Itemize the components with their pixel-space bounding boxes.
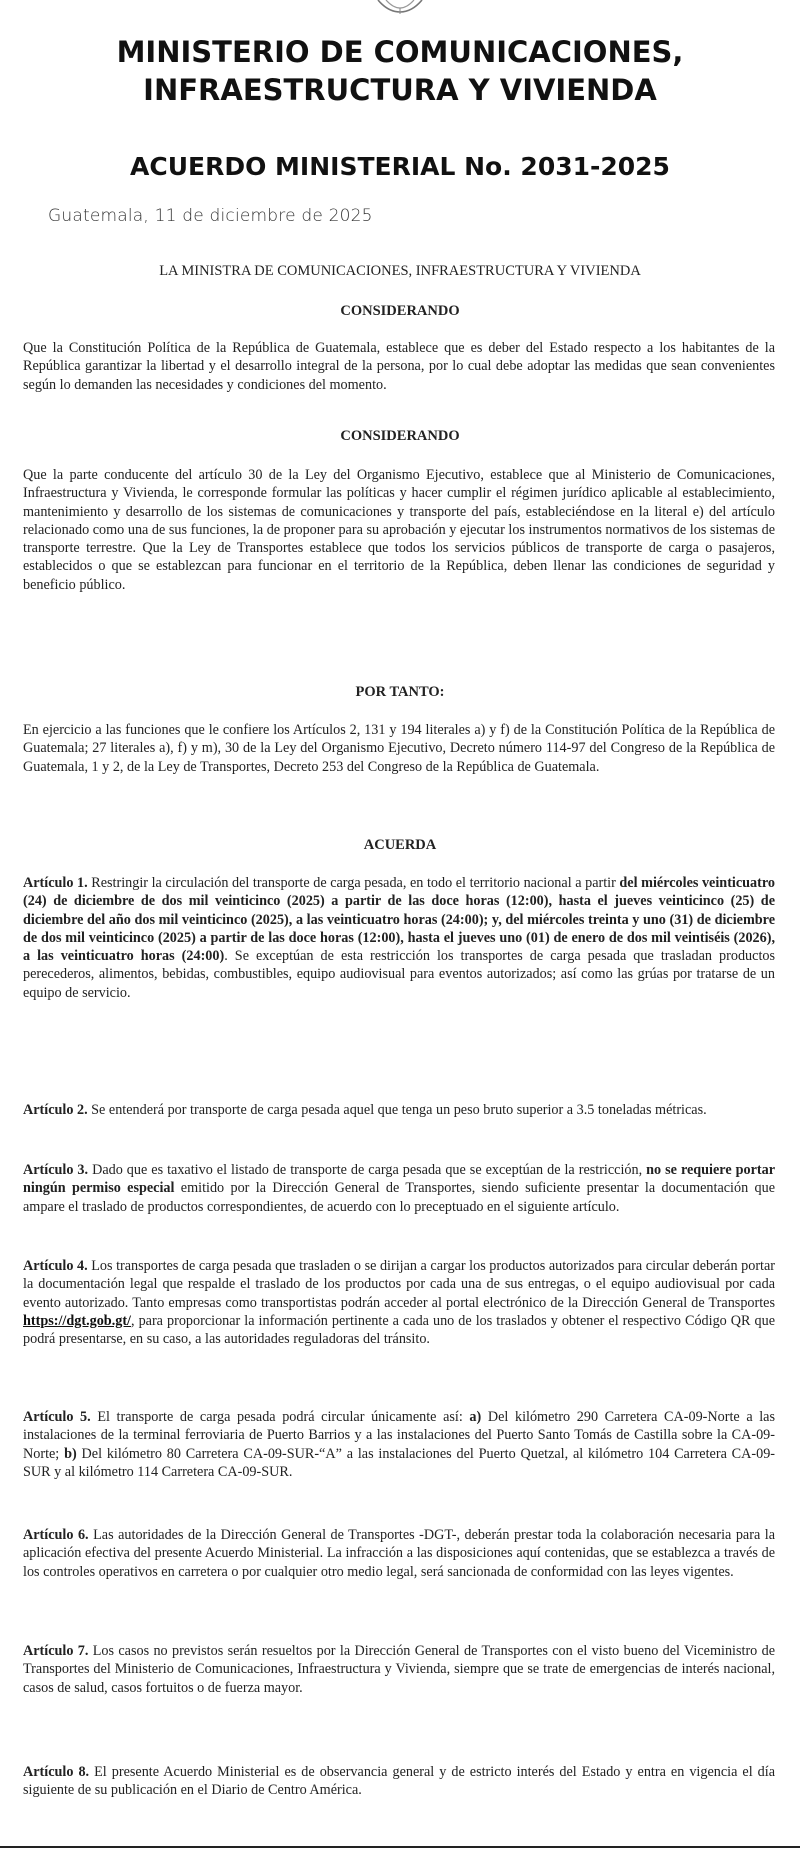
dgt-portal-link[interactable]: https://dgt.gob.gt/ bbox=[23, 1312, 131, 1329]
article-4 bbox=[23, 1257, 775, 1348]
article-8-text: El presente Acuerdo Ministerial es de observancia general y de estricto interés del Estado y entra en vigencia el día siguiente de su publicación en el Diario de Centro América. bbox=[23, 1764, 776, 1799]
article-3-text: Dado que es taxativo el listado de transporte de carga pesada que se exceptúan de la restricción, bbox=[92, 1162, 643, 1178]
article-5-item-a: a) bbox=[469, 1409, 482, 1425]
article-5-item-b: b) bbox=[64, 1445, 77, 1462]
article-5-text: El transporte de carga pesada podrá circular únicamente así: bbox=[97, 1409, 463, 1425]
article-2-text: Se entenderá por transporte de carga pesada aquel que tenga un peso bruto superior a 3.5 toneladas métricas. bbox=[91, 1102, 707, 1118]
article-7-text: Los casos no previstos serán resueltos por la Dirección General de Transportes con el visto bueno del Viceministro de Transportes del Ministerio de Comunicaciones, Infraestructura y Vivienda, siempre que se trate de emergencias de interés nacional, casos de salud, casos fortuitos o de fuerza mayor. bbox=[23, 1643, 776, 1696]
considerando-heading-2: CONSIDERANDO bbox=[340, 428, 460, 444]
article-1-dates: del miércoles veinticuatro (24) de diciembre de dos mil veinticinco (2025) a partir de las doce horas (12:00), hasta el jueves veinticinco (25) de diciembre del año dos mil veinticinco (2025), a las veinticuatro horas (24:00); y, del miércoles treinta y uno (31) de diciembre de dos mil veinticinco (2025) a partir de las doce horas (12:00), hasta el jueves uno (01) de enero de dos mil veintiséis (2026), a las veinticuatro horas (24:00) bbox=[23, 875, 775, 965]
acuerda-heading: ACUERDA bbox=[363, 837, 437, 853]
article-5-label: Artículo 5. bbox=[23, 1409, 91, 1425]
por-tanto-heading: POR TANTO: bbox=[355, 684, 445, 700]
ministry-name-line2: INFRAESTRUCTURA Y VIVIENDA bbox=[143, 73, 657, 107]
considerando-paragraph-2: Que la parte conducente del artículo 30 de la Ley del Organismo Ejecutivo, establece que al Ministerio de Comunicaciones, Infraestructura y Vivienda, le corresponde formular las políticas y hacer cumplir el régimen jurídico aplicable al establecimiento, mantenimiento y desarrollo de los sistemas de comunicaciones y transporte del país, estableciéndose en la literal e) del artículo relacionado como una de sus funciones, la de proponer para su aprobación y ejecutar los instrumentos normativos de los sistemas de transporte terrestre. Que la Ley de Transportes establece que todos los servicios públicos de transporte de carga o pasajeros, establecidos o que se establezcan para funcionar en el territorio de la República, deben llenar las condiciones de seguridad y beneficio público. bbox=[23, 467, 775, 593]
acuerdo-title: ACUERDO MINISTERIAL No. 2031-2025 bbox=[130, 152, 670, 181]
ministry-name-line1: MINISTERIO DE COMUNICACIONES, bbox=[116, 35, 684, 69]
article-8-label: Artículo 8. bbox=[23, 1764, 90, 1780]
date-line: Guatemala, 11 de diciembre de 2025 bbox=[48, 206, 373, 226]
article-6-text: Las autoridades de la Dirección General de Transportes -DGT-, deberán prestar toda la colaboración necesaria para la aplicación efectiva del presente Acuerdo Ministerial. La infracción a las disposiciones aquí contenidas, que se establezca a través de los controles operativos en carretera o por cualquier otro medio legal, será sancionada de conformidad con las leyes vigentes. bbox=[23, 1527, 775, 1580]
article-6-label: Artículo 6. bbox=[23, 1527, 89, 1543]
por-tanto-paragraph: En ejercicio a las funciones que le confiere los Artículos 2, 131 y 194 literales a) y f) de la Constitución Política de la República de Guatemala; 27 literales a), f) y m), 30 de la Ley del Organismo Ejecutivo, Decreto número 114-97 del Congreso de la República de Guatemala, 1 y 2, de la Ley de Transportes, Decreto 253 del Congreso de la República de Guatemala. bbox=[23, 722, 775, 775]
article-1-label: Artículo 1. bbox=[23, 875, 88, 891]
article-3 bbox=[23, 1161, 775, 1216]
minister-title: LA MINISTRA DE COMUNICACIONES, INFRAESTRUCTURA Y VIVIENDA bbox=[159, 263, 641, 279]
article-5 bbox=[23, 1408, 775, 1481]
article-3-highlight: no se requiere portar ningún permiso especial bbox=[23, 1162, 776, 1197]
article-1-text: Restringir la circulación del transporte de carga pesada, en todo el territorio nacional a partir bbox=[91, 875, 616, 891]
article-4-text-end: , para proporcionar la información pertinente a cada uno de los traslados y obtener el respectivo Código QR que podrá presentarse, en su caso, a las autoridades reguladoras del tránsito. bbox=[23, 1312, 775, 1348]
coat-of-arms-icon bbox=[360, 0, 440, 14]
article-1 bbox=[23, 874, 775, 1002]
article-4-text: Los transportes de carga pesada que trasladen o se dirijan a cargar los productos autorizados para circular deberán portar la documentación legal que respalde el traslado de los productos por cada una de sus entregas, o el equipo audiovisual por cada evento autorizado. Tanto empresas como transportistas podrán acceder al portal electrónico de la Dirección General de Transportes bbox=[23, 1258, 776, 1311]
article-2-label: Artículo 2. bbox=[23, 1102, 88, 1118]
article-7 bbox=[23, 1642, 775, 1697]
article-3-text-end: emitido por la Dirección General de Transportes, siendo suficiente presentar la documentación que ampare el traslado de productos correspondientes, de acuerdo con lo preceptuado en el siguiente artículo. bbox=[23, 1180, 776, 1215]
bottom-border bbox=[0, 1846, 800, 1848]
article-2 bbox=[23, 1101, 775, 1119]
considerando-heading-1: CONSIDERANDO bbox=[340, 303, 460, 319]
article-5-route-a: Del kilómetro 290 Carretera CA-09-Norte a las instalaciones de la terminal ferroviaria de Puerto Barrios y a las instalaciones del Puerto Santo Tomás de Castilla sobre la CA-09-Norte; bbox=[23, 1409, 776, 1462]
article-3-label: Artículo 3. bbox=[23, 1162, 89, 1178]
article-1-exceptions: . Se exceptúan de esta restricción los transportes de carga pesada que trasladan productos perecederos, alimentos, bebidas, combustibles, equipo audiovisual para eventos autorizados; así como las grúas por tratarse de un equipo de servicio. bbox=[23, 948, 776, 1001]
article-7-label: Artículo 7. bbox=[23, 1643, 89, 1659]
article-6 bbox=[23, 1526, 775, 1581]
article-4-label: Artículo 4. bbox=[23, 1258, 88, 1274]
article-5-route-b: Del kilómetro 80 Carretera CA-09-SUR-“A” a las instalaciones del Puerto Quetzal, al kilómetro 104 Carretera CA-09-SUR y al kilómetro 114 Carretera CA-09-SUR. bbox=[23, 1445, 776, 1480]
considerando-paragraph-1: Que la Constitución Política de la República de Guatemala, establece que es deber del Estado respecto a los habitantes de la República garantizar la libertad y el desarrollo integral de la persona, por lo cual debe adoptar las medidas que sean convenientes según lo demanden las necesidades y condiciones del momento. bbox=[23, 340, 775, 393]
article-8 bbox=[23, 1763, 775, 1800]
